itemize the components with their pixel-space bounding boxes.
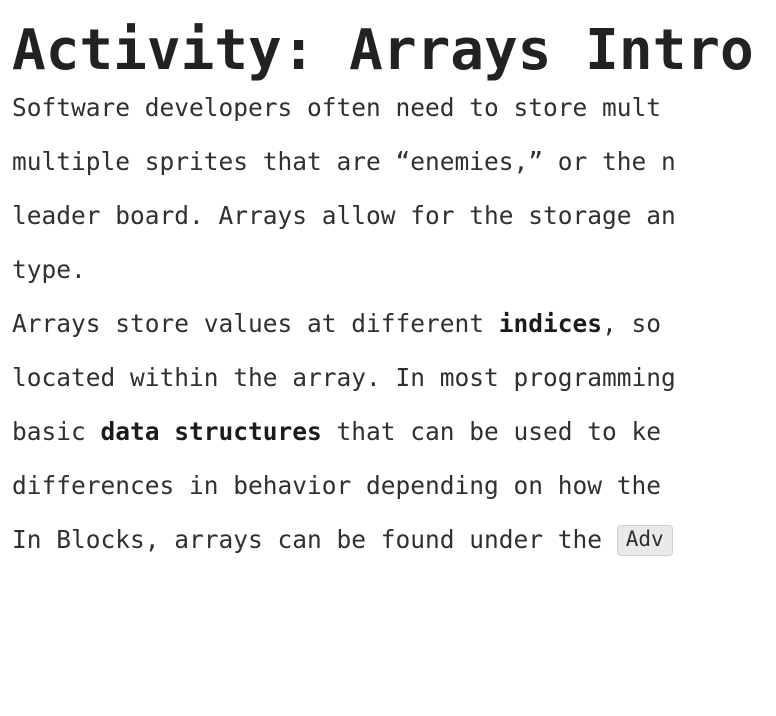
- term-indices: indices: [498, 308, 603, 338]
- text-segment: , so: [602, 308, 662, 338]
- text-line: Software developers often need to store mult: [12, 92, 662, 122]
- text-line: leader board. Arrays allow for the storage an: [12, 200, 676, 230]
- paragraph-indices: [12, 297, 776, 513]
- text-line: [12, 513, 776, 567]
- text-segment: basic: [12, 416, 101, 446]
- text-line: [12, 405, 776, 459]
- text-segment: In Blocks, arrays can be found under the: [12, 524, 617, 554]
- paragraph-intro: [12, 81, 776, 297]
- text-line: [12, 459, 776, 513]
- text-line: multiple sprites that are “enemies,” or the n: [12, 146, 676, 176]
- text-line: type.: [12, 254, 86, 284]
- text-line: [12, 351, 776, 405]
- paragraph-blocks: [12, 513, 776, 567]
- term-data-structures: data structures: [100, 416, 322, 446]
- text-line: [12, 297, 776, 351]
- page-title: Activity: Arrays Intro: [12, 18, 754, 83]
- text-segment: differences in behavior depending on how the: [12, 470, 662, 500]
- blocks-category-chip: Adv: [617, 525, 673, 556]
- text-segment: that can be used to ke: [321, 416, 662, 446]
- text-segment: located within the array. In most programming: [12, 362, 676, 392]
- text-segment: Arrays store values at different: [12, 308, 499, 338]
